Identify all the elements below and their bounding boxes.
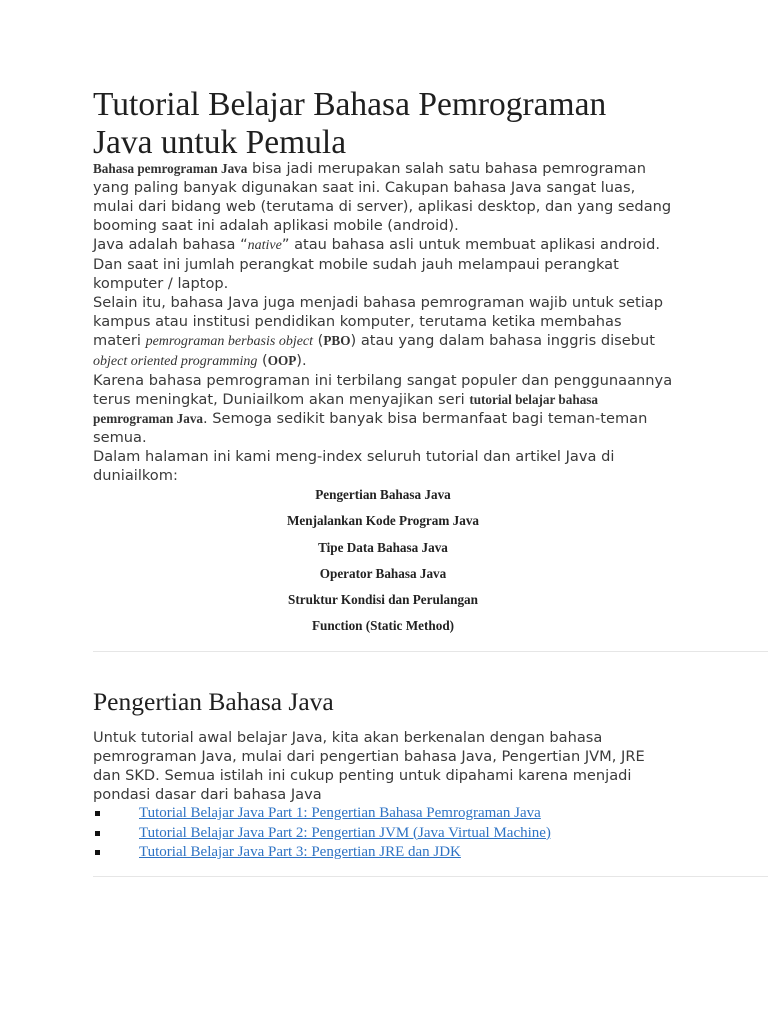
toc-item[interactable]: Menjalankan Kode Program Java [286, 513, 480, 529]
list-item [93, 843, 693, 863]
section-divider [93, 876, 768, 877]
toc-item[interactable]: Struktur Kondisi dan Perulangan [288, 592, 478, 608]
section-paragraph: Untuk tutorial awal belajar Java, kita akan berkenalan dengan bahasa pemrograman Java, mulai dari pengertian bahasa Java, Pengertian JVM, JRE dan SKD. Semua istilah ini cukup penting untuk dipahami karena menjadi pondasi dasar dari bahasa Java [93, 729, 645, 803]
bullet-icon [95, 811, 100, 816]
intro-text: ” atau bahasa asli untuk membuat aplikasi android. Dan saat ini jumlah perangkat mobile sudah jauh melampaui perangkat komputer / laptop. [93, 236, 661, 292]
section-heading: Pengertian Bahasa Java [93, 687, 334, 716]
intro-text: ). [296, 352, 307, 369]
intro-paragraph-2 [93, 235, 673, 293]
section-divider [93, 651, 768, 652]
list-item [93, 824, 693, 844]
toc-item[interactable]: Function (Static Method) [311, 618, 455, 634]
intro-text: ( [257, 352, 268, 369]
tutorial-link[interactable]: Tutorial Belajar Java Part 1: Pengertian Bahasa Pemrograman Java [139, 805, 541, 821]
page-title: Tutorial Belajar Bahasa Pemrograman Java untuk Pemula [93, 86, 607, 161]
bullet-icon [95, 850, 100, 855]
toc-item[interactable]: Operator Bahasa Java [319, 565, 447, 581]
intro-italic-term: object oriented programming [93, 354, 258, 369]
article-intro [93, 86, 673, 485]
bullet-icon [95, 831, 100, 836]
intro-bold-term: PBO [323, 333, 351, 348]
intro-text: . Semoga sedikit banyak bisa bermanfaat bagi teman-teman semua. [93, 410, 648, 446]
intro-text: bisa jadi merupakan salah satu bahasa pemrograman yang paling banyak digunakan saat ini. Cakupan bahasa Java sangat luas, mulai dari bidang web (terutama di server), aplikasi desktop, dan yang sedang booming saat ini adalah aplikasi mobile (android). [93, 160, 672, 234]
tutorial-link-list [93, 804, 693, 863]
intro-text: Karena bahasa pemrograman ini terbilang sangat populer dan penggunaannya terus meningkat, Duniailkom akan menyajikan seri [93, 372, 673, 408]
intro-text: ( [313, 332, 324, 349]
intro-italic-term: pemrograman berbasis object [145, 334, 314, 349]
tutorial-link[interactable]: Tutorial Belajar Java Part 3: Pengertian JRE dan JDK [139, 844, 461, 860]
intro-text: Java adalah bahasa “ [93, 236, 248, 253]
list-item [93, 804, 693, 824]
intro-italic-term: native [247, 238, 282, 253]
intro-paragraph-3 [93, 293, 673, 371]
intro-paragraph-1 [93, 159, 673, 235]
intro-paragraph-5: Dalam halaman ini kami meng-index seluruh tutorial dan artikel Java di duniailkom: [93, 448, 615, 484]
table-of-contents [93, 482, 673, 640]
tutorial-link[interactable]: Tutorial Belajar Java Part 2: Pengertian JVM (Java Virtual Machine) [139, 824, 551, 841]
intro-bold-term: OOP [267, 353, 297, 368]
toc-item[interactable]: Tipe Data Bahasa Java [318, 539, 448, 555]
toc-item[interactable]: Pengertian Bahasa Java [315, 487, 451, 502]
intro-bold-term: Bahasa pemrograman Java [93, 161, 248, 176]
intro-text: ) atau yang dalam bahasa inggris disebut [350, 332, 655, 349]
intro-bold-term: tutorial belajar bahasa pemrograman Java [93, 392, 599, 426]
intro-text: Selain itu, bahasa Java juga menjadi bahasa pemrograman wajib untuk setiap kampus atau institusi pendidikan komputer, terutama ketika membahas materi [93, 294, 664, 349]
intro-paragraph-4 [93, 371, 673, 447]
